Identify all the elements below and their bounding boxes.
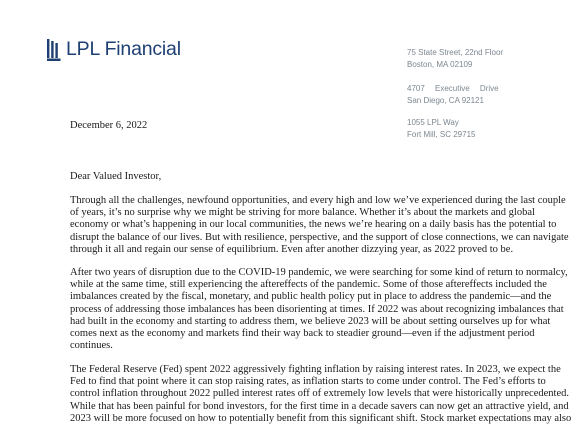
company-logo [46, 38, 181, 61]
address-line: 75 State Street, 22nd Floor [407, 48, 504, 57]
address-boston [407, 47, 527, 71]
text-line: 2023 will be more focused on how to potentially benefit from this significant shift. Stock market expectations may also [70, 412, 571, 424]
paragraph-3 [70, 364, 571, 425]
text-line: economy or what’s happening in our local communities, the news we’re hearing on a daily basis has the potential to [70, 219, 557, 231]
address-line: Fort Mill, SC 29715 [407, 130, 476, 139]
address-line: Boston, MA 02109 [407, 60, 473, 69]
text-line: while at the same time, still experiencing the aftereffects of the pandemic. Some of those aftereffects included the [70, 279, 547, 291]
paragraph-2 [70, 267, 568, 352]
address-line: San Diego, CA 92121 [407, 96, 484, 105]
text-line: The Federal Reserve (Fed) spent 2022 aggressively fighting inflation by raising interest rates. In 2023, we expect the [70, 364, 561, 375]
text-line: disrupt the balance of our lives. But with resilience, perspective, and the support of close connections, we can navigate [70, 231, 569, 243]
letter-date: December 6, 2022 [70, 120, 148, 131]
salutation: Dear Valued Investor, [70, 171, 162, 182]
text-line: comes next as the economy and markets find their way back to steadier ground—even if the adjustment period [70, 328, 535, 340]
address-fort-mill [407, 117, 527, 141]
text-line: through it all and regain our sense of equilibrium. Even after another dizzying year, as 2022 proved to be. [70, 243, 514, 255]
address-san-diego [407, 83, 527, 107]
text-line: While that has been painful for bond investors, for the first time in a decade savers can now get an attractive yield, and [70, 400, 569, 412]
text-line: process of addressing those imbalances has been disorienting at times. If 2022 was about recognizing imbalances that [70, 303, 564, 315]
address-line: 1055 LPL Way [407, 118, 459, 127]
address-line: 4707 Executive Drive [407, 84, 499, 93]
text-line: After two years of disruption due to the COVID-19 pandemic, we were searching for some kind of return to normalcy, [70, 267, 568, 278]
text-line: control inflation throughout 2022 pulled interest rates off of extremely low levels that were historically unprecedented. [70, 388, 569, 400]
text-line: Fed to find that point where it can stop raising rates, as inflation starts to come under control. The Fed’s efforts to [70, 376, 546, 388]
company-name: LPL Financial [66, 38, 181, 60]
paragraph-1 [70, 195, 569, 256]
text-line: continues. [70, 340, 113, 352]
text-line: Through all the challenges, newfound opportunities, and every high and low we’ve experienced during the last couple [70, 195, 566, 206]
lpl-logo-icon [46, 39, 61, 61]
text-line: had built in the economy and starting to address them, we believe 2023 will be about setting ourselves up for what [70, 315, 551, 327]
text-line: of years, it’s no surprise why we might be striving for more balance. Whether it’s about the markets and global [70, 207, 535, 219]
text-line: imbalances created by the fiscal, monetary, and public health policy put in place to address the pandemic—and the [70, 291, 552, 303]
